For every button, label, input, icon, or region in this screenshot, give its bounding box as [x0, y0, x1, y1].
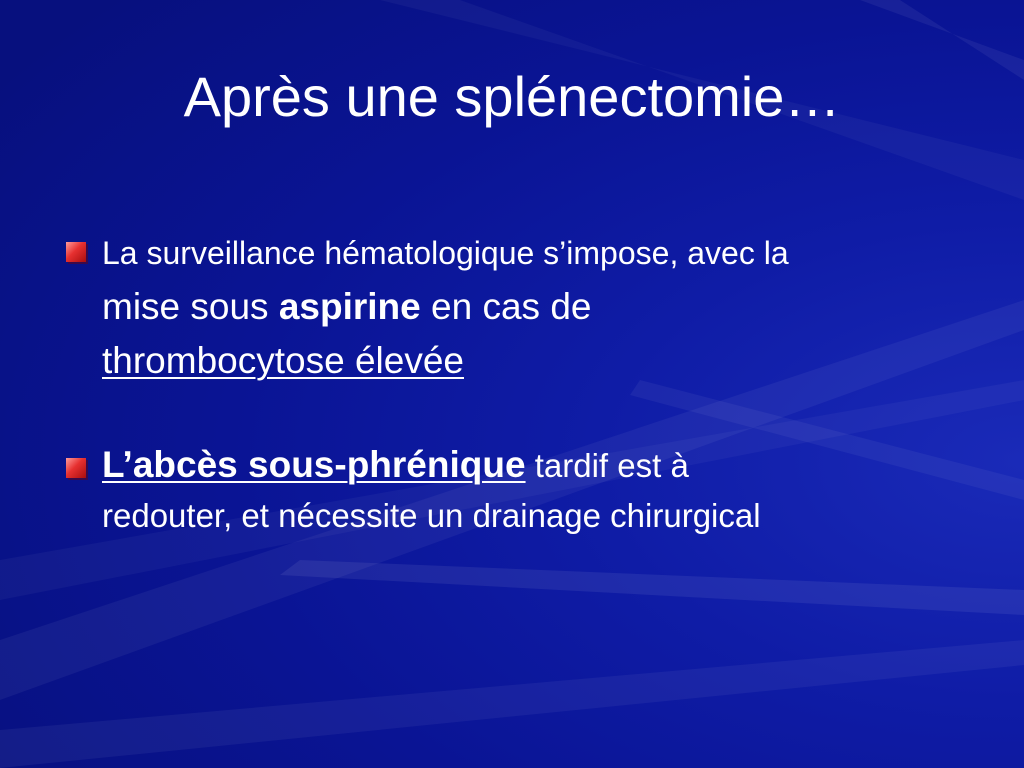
bullet-square-icon	[66, 458, 86, 478]
bullet-text	[102, 440, 982, 491]
bullet-item	[62, 440, 982, 541]
bold-term: aspirine	[278, 286, 421, 327]
text-run: tardif est à	[525, 447, 689, 484]
bullet-text	[102, 334, 982, 388]
underlined-term: thrombocytose élevée	[102, 340, 464, 381]
text-run: mise sous	[102, 286, 279, 327]
bold-underlined-term: L’abcès sous-phrénique	[102, 444, 526, 485]
bullet-text	[102, 280, 982, 334]
bullet-text: redouter, et nécessite un drainage chirurgical	[102, 497, 761, 534]
bullet-item	[62, 226, 982, 388]
slide-title: Après une splénectomie…	[183, 65, 841, 128]
bullet-square-icon	[66, 242, 86, 262]
text-run: en cas de	[420, 286, 592, 327]
bullet-text: La surveillance hématologique s’impose, avec la	[102, 235, 789, 271]
bullet-list	[62, 226, 982, 593]
